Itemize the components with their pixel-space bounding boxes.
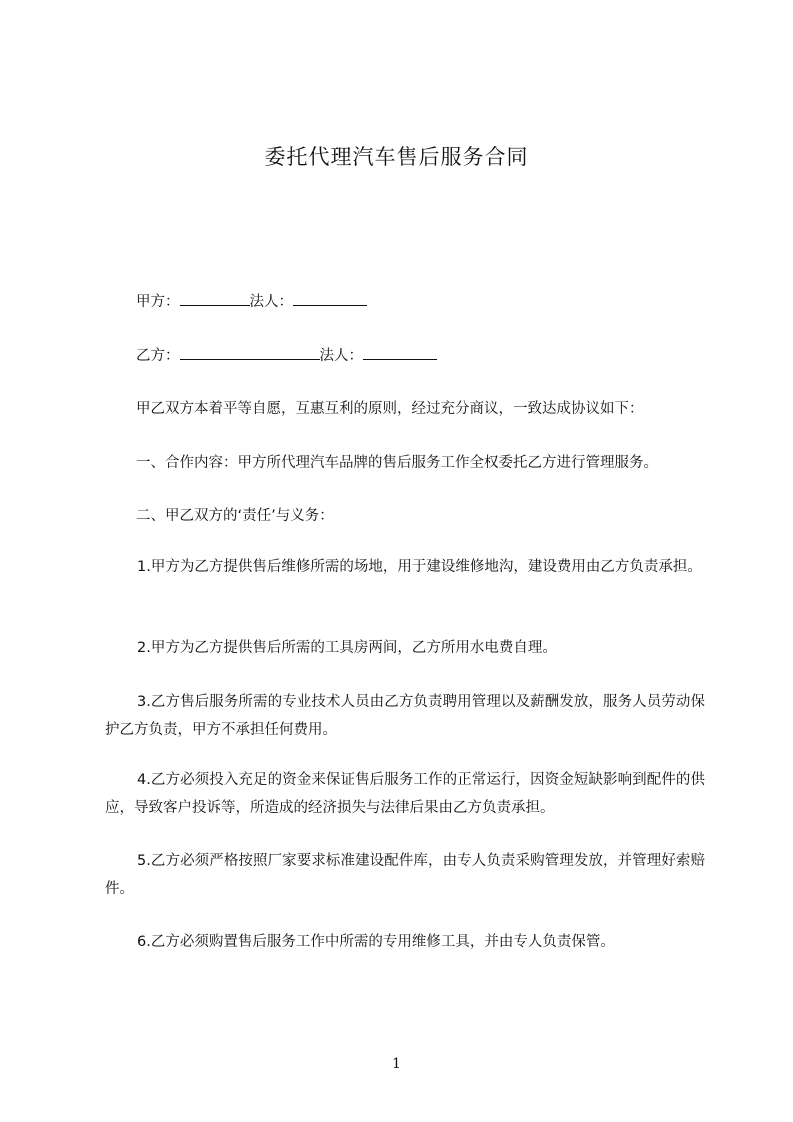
clause-2: 2.甲方为乙方提供售后所需的工具房两间，乙方所用水电费自理。 bbox=[137, 640, 557, 656]
party-b-line bbox=[136, 345, 437, 366]
party-b-label: 乙方： bbox=[136, 348, 180, 364]
page-number: 1 bbox=[392, 1056, 401, 1072]
party-a-line bbox=[136, 291, 367, 312]
clause-3: 3.乙方售后服务所需的专业技术人员由乙方负责聘用管理以及薪酬发放，服务人员劳动保护乙方负责，甲方不承担任何费用。 bbox=[105, 694, 705, 738]
party-a-rep-blank bbox=[293, 291, 367, 306]
party-a-label: 甲方： bbox=[136, 294, 180, 310]
party-a-rep-label: 法人： bbox=[249, 294, 293, 310]
section-1-content: 一、合作内容：甲方所代理汽车品牌的售后服务工作全权委托乙方进行管理服务。 bbox=[136, 455, 658, 471]
party-b-rep-label: 法人： bbox=[319, 348, 363, 364]
clause-1: 1.甲方为乙方提供售后维修所需的场地，用于建设维修地沟，建设费用由乙方负责承担。 bbox=[137, 559, 702, 575]
intro-paragraph: 甲乙双方本着平等自愿，互惠互利的原则，经过充分商议，一致达成协议如下： bbox=[136, 401, 644, 417]
clause-5: 5.乙方必须严格按照厂家要求标准建设配件库，由专人负责采购管理发放，并管理好索赔件。 bbox=[105, 853, 705, 897]
section-2-heading: 二、甲乙双方的‘责任’与义务： bbox=[136, 508, 334, 524]
party-b-rep-blank bbox=[363, 345, 437, 360]
clause-6: 6.乙方必须购置售后服务工作中所需的专用维修工具，并由专人负责保管。 bbox=[137, 934, 615, 950]
clause-4: 4.乙方必须投入充足的资金来保证售后服务工作的正常运行，因资金短缺影响到配件的供应，导致客户投诉等，所造成的经济损失与法律后果由乙方负责承担。 bbox=[105, 772, 705, 816]
document-title: 委托代理汽车售后服务合同 bbox=[264, 145, 529, 169]
party-b-name-blank bbox=[180, 345, 320, 360]
party-a-name-blank bbox=[180, 291, 250, 306]
